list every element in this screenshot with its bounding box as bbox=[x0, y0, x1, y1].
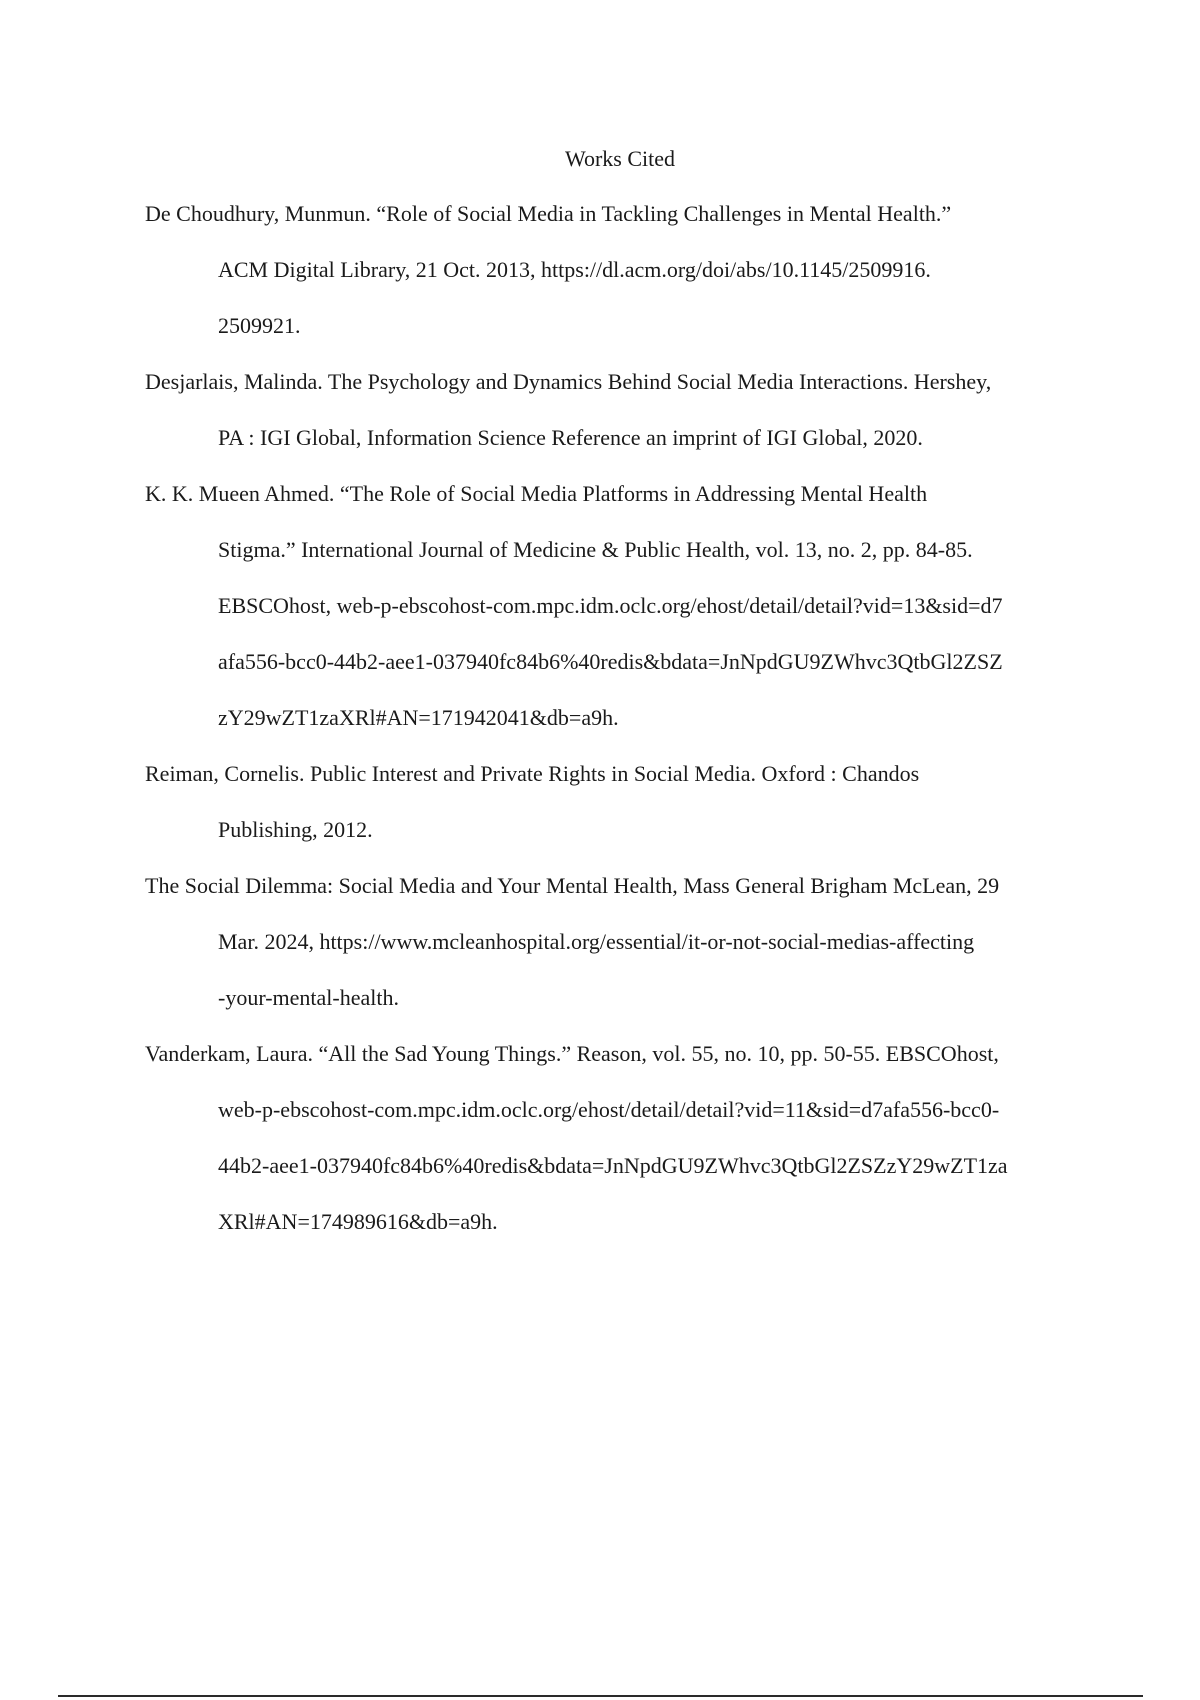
citation-line: XRl#AN=174989616&db=a9h. bbox=[218, 1209, 498, 1234]
citation-line: afa556-bcc0-44b2-aee1-037940fc84b6%40redis&bdata=JnNpdGU9ZWhvc3QtbGl2ZSZ bbox=[218, 649, 1003, 674]
citation-line: PA : IGI Global, Information Science Reference an imprint of IGI Global, 2020. bbox=[218, 425, 923, 450]
citation-line: Mar. 2024, https://www.mcleanhospital.org/essential/it-or-not-social-medias-affecting bbox=[218, 929, 975, 954]
citation-line: K. K. Mueen Ahmed. “The Role of Social Media Platforms in Addressing Mental Health bbox=[145, 481, 928, 506]
citation-line: De Choudhury, Munmun. “Role of Social Media in Tackling Challenges in Mental Health.” bbox=[145, 201, 952, 226]
citation-entry bbox=[145, 199, 1095, 367]
citation-line: Desjarlais, Malinda. The Psychology and Dynamics Behind Social Media Interactions. Hershey, bbox=[145, 369, 992, 394]
citation-line: 44b2-aee1-037940fc84b6%40redis&bdata=JnNpdGU9ZWhvc3QtbGl2ZSZzY29wZT1za bbox=[218, 1153, 1008, 1178]
citation-line: web-p-ebscohost-com.mpc.idm.oclc.org/ehost/detail/detail?vid=11&sid=d7afa556-bcc0- bbox=[218, 1097, 1000, 1122]
citation-line: ACM Digital Library, 21 Oct. 2013, https://dl.acm.org/doi/abs/10.1145/2509916. bbox=[218, 257, 931, 282]
citation-line: Reiman, Cornelis. Public Interest and Private Rights in Social Media. Oxford : Chandos bbox=[145, 761, 920, 786]
works-cited-list bbox=[145, 199, 1095, 1263]
citation-line: The Social Dilemma: Social Media and Your Mental Health, Mass General Brigham McLean, 29 bbox=[145, 873, 1000, 898]
citation-line: Publishing, 2012. bbox=[218, 817, 373, 842]
citation-line: 2509921. bbox=[218, 313, 301, 338]
page-bottom-divider bbox=[58, 1695, 1143, 1697]
page-title: Works Cited bbox=[564, 146, 676, 171]
citation-entry bbox=[145, 759, 1095, 871]
citation-entry bbox=[145, 479, 1095, 759]
citation-line: EBSCOhost, web-p-ebscohost-com.mpc.idm.oclc.org/ehost/detail/detail?vid=13&sid=d7 bbox=[218, 593, 1003, 618]
citation-entry bbox=[145, 871, 1095, 1039]
citation-entry bbox=[145, 1039, 1095, 1263]
citation-line: -your-mental-health. bbox=[218, 985, 399, 1010]
citation-line: Stigma.” International Journal of Medicine & Public Health, vol. 13, no. 2, pp. 84-85. bbox=[218, 537, 973, 562]
citation-line: zY29wZT1zaXRl#AN=171942041&db=a9h. bbox=[218, 705, 619, 730]
citation-entry bbox=[145, 367, 1095, 479]
citation-line: Vanderkam, Laura. “All the Sad Young Things.” Reason, vol. 55, no. 10, pp. 50-55. EBSCOhost, bbox=[145, 1041, 999, 1066]
